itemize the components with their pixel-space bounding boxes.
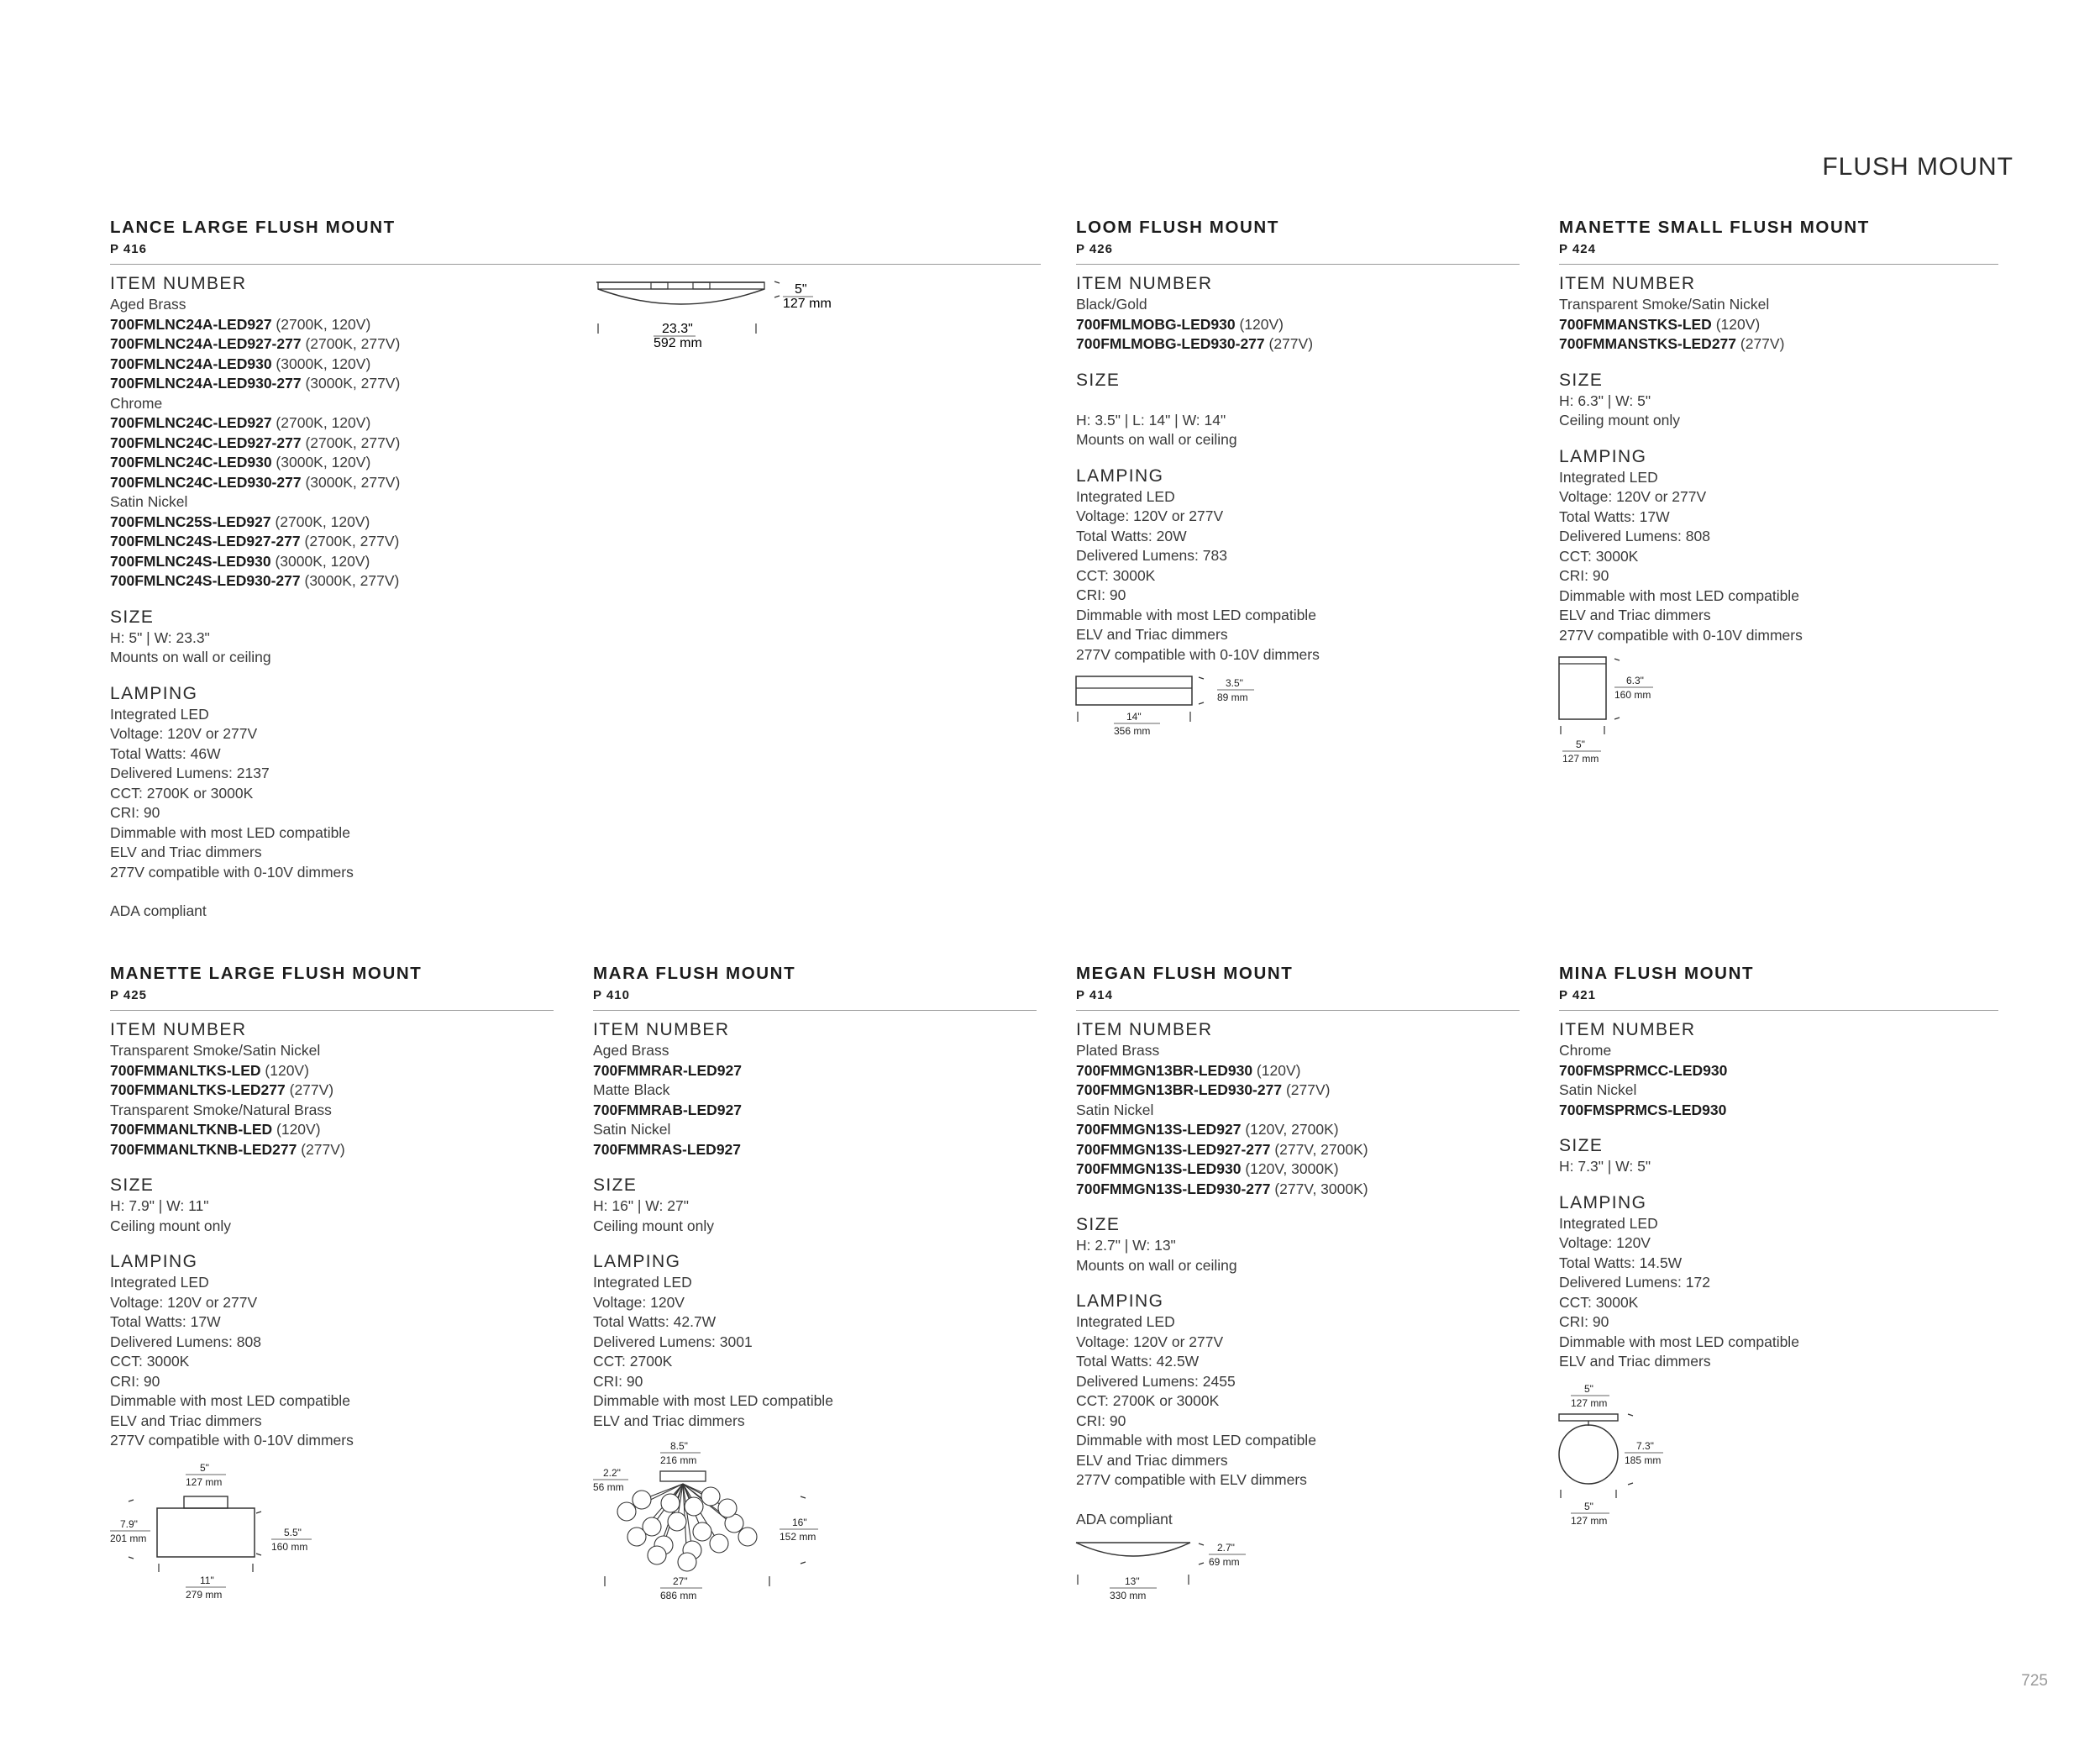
size-line: Ceiling mount only bbox=[593, 1217, 714, 1234]
item-code-line bbox=[1559, 315, 1998, 335]
lamping-line: CRI: 90 bbox=[1559, 1313, 1609, 1330]
item-spec: (277V) bbox=[297, 1140, 345, 1158]
lamping-line: ELV and Triac dimmers bbox=[1559, 1353, 1711, 1370]
item-number-heading: ITEM NUMBER bbox=[110, 1020, 247, 1039]
item-spec: (3000K, 277V) bbox=[301, 375, 401, 392]
dim-width-in: 27" bbox=[673, 1575, 688, 1587]
lamping-line: CCT: 2700K or 3000K bbox=[110, 784, 254, 802]
lamping-line: CRI: 90 bbox=[1076, 586, 1126, 603]
lamping-line: CRI: 90 bbox=[1076, 1412, 1126, 1429]
lamping-line: ELV and Triac dimmers bbox=[1559, 607, 1711, 623]
product-title: MANETTE LARGE FLUSH MOUNT bbox=[110, 964, 423, 983]
item-spec: (277V) bbox=[1736, 335, 1785, 352]
lance-dimension-diagram bbox=[588, 277, 832, 361]
size-list bbox=[593, 1196, 1037, 1236]
lamping-line: Voltage: 120V or 277V bbox=[1076, 1333, 1224, 1350]
item-list bbox=[593, 1041, 1037, 1159]
item-code: 700FMLNC24C-LED927-277 bbox=[110, 434, 302, 451]
item-code-line bbox=[1076, 1120, 1520, 1140]
ada-note: ADA compliant bbox=[1076, 1510, 1173, 1528]
lamping-list bbox=[1559, 468, 1998, 646]
item-code-line bbox=[1076, 1159, 1520, 1180]
size-heading: SIZE bbox=[110, 1175, 155, 1195]
size-list bbox=[110, 1196, 554, 1236]
item-code-line bbox=[110, 334, 1041, 355]
item-code: 700FMMANSTKS-LED277 bbox=[1559, 335, 1737, 352]
item-code-line bbox=[110, 1081, 554, 1101]
item-spec: (3000K, 120V) bbox=[271, 454, 371, 471]
lamping-line: Delivered Lumens: 783 bbox=[1076, 547, 1227, 564]
item-code: 700FMMANLTKNB-LED bbox=[110, 1121, 273, 1138]
lamping-line: Dimmable with most LED compatible bbox=[1559, 1333, 1799, 1350]
dim-width-mm: 356 mm bbox=[1114, 725, 1151, 737]
item-number-heading: ITEM NUMBER bbox=[1559, 1020, 1696, 1039]
item-spec: (120V, 3000K) bbox=[1241, 1160, 1339, 1177]
item-spec: (3000K, 120V) bbox=[271, 355, 371, 372]
size-heading: SIZE bbox=[1076, 1215, 1121, 1234]
product-title: MARA FLUSH MOUNT bbox=[593, 964, 796, 983]
product-manette-large bbox=[110, 963, 554, 1619]
lamping-line: CRI: 90 bbox=[110, 804, 160, 821]
lamping-line: CCT: 3000K bbox=[1559, 547, 1639, 565]
item-code: 700FMLMOBG-LED930 bbox=[1076, 315, 1236, 333]
catalog-page-ref: P 424 bbox=[1559, 242, 1596, 256]
divider bbox=[110, 1010, 554, 1011]
dim-height-mm: 69 mm bbox=[1209, 1556, 1240, 1568]
size-line: Mounts on wall or ceiling bbox=[1076, 431, 1237, 448]
dim-top-mm: 127 mm bbox=[186, 1475, 223, 1488]
dim-height-mm: 185 mm bbox=[1625, 1454, 1662, 1466]
lamping-line: CCT: 3000K bbox=[110, 1353, 190, 1370]
dim-height-mm: 127 mm bbox=[783, 297, 832, 311]
lamping-line: Total Watts: 42.7W bbox=[593, 1313, 717, 1330]
lamping-line: Dimmable with most LED compatible bbox=[593, 1392, 833, 1409]
lamping-line: Total Watts: 17W bbox=[110, 1313, 221, 1330]
megan-dimension-diagram bbox=[1076, 1536, 1294, 1612]
item-code-line bbox=[110, 315, 1041, 335]
page-number: 725 bbox=[2021, 1672, 2048, 1690]
dim-width-mm: 127 mm bbox=[1562, 753, 1599, 765]
dim-height-in: 16" bbox=[792, 1517, 807, 1528]
lamping-line: CRI: 90 bbox=[110, 1372, 160, 1390]
item-code-line bbox=[1076, 315, 1520, 335]
dim-width-mm: 686 mm bbox=[660, 1590, 697, 1601]
catalog-page-ref: P 416 bbox=[110, 242, 147, 256]
lamping-line: ELV and Triac dimmers bbox=[110, 844, 262, 860]
item-spec: (2700K, 120V) bbox=[271, 414, 371, 431]
lamping-heading: LAMPING bbox=[1559, 1192, 1647, 1212]
lamping-line: Total Watts: 17W bbox=[1559, 507, 1670, 525]
lamping-line: Dimmable with most LED compatible bbox=[1559, 586, 1799, 604]
item-code: 700FMMRAS-LED927 bbox=[593, 1140, 742, 1158]
item-code-line bbox=[110, 513, 1041, 533]
lamping-list bbox=[110, 705, 1041, 883]
product-mara bbox=[593, 963, 1037, 1606]
catalog-page-ref: P 425 bbox=[110, 988, 147, 1002]
item-spec: (3000K, 120V) bbox=[270, 552, 370, 570]
size-line: Ceiling mount only bbox=[1559, 412, 1680, 429]
dim-body-in: 5.5" bbox=[284, 1526, 302, 1538]
item-code-line bbox=[593, 1140, 1037, 1160]
lamping-line: 277V compatible with 0-10V dimmers bbox=[110, 1432, 354, 1449]
page-heading: FLUSH MOUNT bbox=[1822, 153, 2013, 181]
product-title: MEGAN FLUSH MOUNT bbox=[1076, 964, 1294, 983]
item-spec: (2700K, 277V) bbox=[301, 335, 401, 352]
size-heading: SIZE bbox=[1076, 370, 1121, 390]
item-code: 700FMLNC24A-LED930-277 bbox=[110, 375, 302, 392]
item-spec: (277V, 3000K) bbox=[1270, 1180, 1368, 1197]
lamping-list bbox=[1076, 487, 1520, 665]
item-number-heading: ITEM NUMBER bbox=[1559, 274, 1696, 293]
finish-label: Transparent Smoke/Satin Nickel bbox=[110, 1042, 321, 1059]
size-list bbox=[110, 628, 1041, 668]
item-spec: (2700K, 120V) bbox=[271, 315, 371, 333]
dim-height-mm: 152 mm bbox=[780, 1531, 816, 1543]
manette-small-dimension-diagram bbox=[1559, 655, 1710, 773]
item-spec: (277V) bbox=[285, 1081, 334, 1098]
finish-label: Satin Nickel bbox=[1559, 1081, 1637, 1098]
size-list bbox=[1559, 392, 1998, 431]
item-code-line bbox=[110, 532, 1041, 552]
item-code: 700FMSPRMCS-LED930 bbox=[1559, 1101, 1727, 1118]
dim-top-in: 5" bbox=[200, 1461, 209, 1474]
lamping-line: ELV and Triac dimmers bbox=[1076, 626, 1228, 643]
mara-dimension-diagram bbox=[593, 1438, 837, 1606]
lamping-line: ELV and Triac dimmers bbox=[593, 1412, 745, 1429]
size-line: H: 3.5" | L: 14" | W: 14" bbox=[1076, 411, 1226, 429]
item-spec: (3000K, 277V) bbox=[300, 572, 400, 589]
item-spec: (2700K, 120V) bbox=[270, 513, 370, 530]
item-list bbox=[110, 1041, 554, 1159]
dim-width-mm: 592 mm bbox=[654, 336, 702, 350]
size-line: H: 16" | W: 27" bbox=[593, 1197, 689, 1214]
lamping-list bbox=[1076, 1312, 1520, 1491]
dim-height-mm: 201 mm bbox=[110, 1532, 147, 1544]
item-spec: (120V) bbox=[1252, 1061, 1301, 1079]
item-code-line bbox=[110, 374, 1041, 394]
dim-width-mm: 330 mm bbox=[1110, 1590, 1147, 1601]
lamping-line: Voltage: 120V or 277V bbox=[1076, 507, 1224, 524]
lamping-list bbox=[593, 1273, 1037, 1431]
item-code: 700FMMGN13S-LED927-277 bbox=[1076, 1140, 1271, 1158]
lamping-line: ELV and Triac dimmers bbox=[1076, 1451, 1228, 1469]
item-code: 700FMLNC24C-LED927 bbox=[110, 414, 272, 431]
dim-width-in: 13" bbox=[1125, 1575, 1140, 1587]
dim-canopy-h-mm: 56 mm bbox=[593, 1481, 624, 1493]
catalog-page-ref: P 414 bbox=[1076, 988, 1113, 1002]
lamping-line: 277V compatible with 0-10V dimmers bbox=[1559, 626, 1803, 644]
item-number-heading: ITEM NUMBER bbox=[593, 1020, 730, 1039]
item-code: 700FMLMOBG-LED930-277 bbox=[1076, 335, 1265, 352]
item-code-line bbox=[1559, 334, 1998, 355]
item-number-heading: ITEM NUMBER bbox=[1076, 274, 1213, 293]
lamping-line: Voltage: 120V bbox=[1559, 1234, 1651, 1251]
manette-large-dimension-diagram bbox=[110, 1459, 328, 1619]
item-spec: (120V) bbox=[260, 1061, 309, 1079]
lamping-line: Total Watts: 42.5W bbox=[1076, 1353, 1200, 1370]
item-code: 700FMMANLTKS-LED277 bbox=[110, 1081, 286, 1098]
lamping-line: Voltage: 120V or 277V bbox=[110, 725, 258, 742]
item-code: 700FMLNC24A-LED927-277 bbox=[110, 335, 302, 352]
product-title: MANETTE SMALL FLUSH MOUNT bbox=[1559, 218, 1870, 237]
dim-width-in: 23.3" bbox=[662, 322, 693, 336]
lamping-heading: LAMPING bbox=[110, 1252, 198, 1271]
item-code-line bbox=[1559, 1061, 1998, 1081]
item-list bbox=[1559, 1041, 1998, 1120]
mina-dimension-diagram bbox=[1559, 1380, 1727, 1549]
item-code: 700FMMRAR-LED927 bbox=[593, 1061, 742, 1079]
lamping-line: 277V compatible with 0-10V dimmers bbox=[1076, 645, 1320, 663]
item-spec: (120V) bbox=[1711, 315, 1761, 333]
finish-label: Satin Nickel bbox=[593, 1121, 671, 1138]
item-code: 700FMMRAB-LED927 bbox=[593, 1101, 742, 1118]
dim-height-in: 6.3" bbox=[1626, 675, 1644, 686]
item-spec: (2700K, 277V) bbox=[300, 533, 400, 549]
lamping-list bbox=[1559, 1214, 1998, 1372]
lamping-line: Total Watts: 20W bbox=[1076, 527, 1187, 544]
dim-width-in: 11" bbox=[200, 1574, 214, 1586]
item-list bbox=[110, 295, 1041, 592]
size-list bbox=[1076, 1236, 1520, 1275]
lamping-line: 277V compatible with 0-10V dimmers bbox=[110, 863, 354, 881]
item-spec: (120V, 2700K) bbox=[1241, 1121, 1339, 1138]
catalog-page-ref: P 410 bbox=[593, 988, 630, 1002]
size-heading: SIZE bbox=[1559, 370, 1604, 390]
item-code-line bbox=[110, 1061, 554, 1081]
product-loom bbox=[1076, 217, 1520, 745]
item-code: 700FMLNC24S-LED930 bbox=[110, 552, 271, 570]
product-manette-small bbox=[1559, 217, 1998, 773]
item-code: 700FMLNC24S-LED930-277 bbox=[110, 572, 301, 589]
item-code-line bbox=[110, 552, 1041, 572]
item-code-line bbox=[110, 355, 1041, 375]
dim-height-in: 7.9" bbox=[120, 1517, 138, 1530]
item-code: 700FMMANSTKS-LED bbox=[1559, 315, 1712, 333]
lamping-line: CCT: 2700K bbox=[593, 1353, 673, 1370]
item-code-line bbox=[110, 571, 1041, 592]
item-number-heading: ITEM NUMBER bbox=[1076, 1020, 1213, 1039]
finish-label: Chrome bbox=[110, 394, 163, 412]
dim-top-mm: 127 mm bbox=[1571, 1396, 1608, 1409]
dim-width-mm: 279 mm bbox=[186, 1588, 223, 1601]
item-spec: (277V, 2700K) bbox=[1270, 1140, 1368, 1158]
dim-width-in: 5" bbox=[1576, 739, 1585, 750]
item-code: 700FMMGN13BR-LED930-277 bbox=[1076, 1081, 1283, 1098]
lamping-line: Dimmable with most LED compatible bbox=[110, 1392, 350, 1409]
item-code-line bbox=[1076, 1180, 1520, 1200]
lamping-heading: LAMPING bbox=[1076, 465, 1164, 486]
item-spec: (2700K, 277V) bbox=[301, 434, 401, 451]
size-line: H: 7.9" | W: 11" bbox=[110, 1197, 209, 1214]
lamping-line: 277V compatible with ELV dimmers bbox=[1076, 1471, 1307, 1488]
lamping-line: Integrated LED bbox=[593, 1274, 692, 1291]
size-heading: SIZE bbox=[593, 1175, 638, 1195]
dim-width-mm: 127 mm bbox=[1571, 1514, 1608, 1527]
size-list bbox=[1559, 1157, 1998, 1177]
divider bbox=[1076, 264, 1520, 265]
item-code: 700FMSPRMCC-LED930 bbox=[1559, 1061, 1728, 1079]
item-code: 700FMMGN13S-LED927 bbox=[1076, 1121, 1242, 1138]
item-list bbox=[1076, 1041, 1520, 1199]
item-spec: (120V) bbox=[272, 1121, 321, 1138]
item-code: 700FMLNC24A-LED930 bbox=[110, 355, 272, 372]
finish-label: Plated Brass bbox=[1076, 1042, 1160, 1059]
finish-label: Aged Brass bbox=[593, 1042, 669, 1059]
product-title: LOOM FLUSH MOUNT bbox=[1076, 218, 1279, 237]
lamping-line: Voltage: 120V bbox=[593, 1293, 685, 1311]
lamping-line: Delivered Lumens: 2137 bbox=[110, 765, 270, 781]
item-code-line bbox=[110, 1120, 554, 1140]
item-code: 700FMMANLTKNB-LED277 bbox=[110, 1140, 297, 1158]
lamping-line: Dimmable with most LED compatible bbox=[1076, 606, 1316, 623]
lamping-line: Total Watts: 46W bbox=[110, 744, 221, 762]
lamping-line: Dimmable with most LED compatible bbox=[1076, 1432, 1316, 1449]
product-lance bbox=[110, 217, 1041, 922]
lamping-line: Integrated LED bbox=[110, 1274, 209, 1291]
item-list bbox=[1559, 295, 1998, 355]
catalog-page-ref: P 421 bbox=[1559, 988, 1596, 1002]
finish-label: Aged Brass bbox=[110, 296, 186, 313]
lamping-heading: LAMPING bbox=[1076, 1291, 1164, 1311]
dim-height-in: 7.3" bbox=[1636, 1439, 1654, 1452]
lamping-line: Integrated LED bbox=[1559, 468, 1658, 486]
size-heading: SIZE bbox=[110, 607, 155, 627]
dim-height-mm: 89 mm bbox=[1217, 691, 1248, 703]
ada-note: ADA compliant bbox=[110, 902, 207, 919]
item-code-line bbox=[110, 473, 1041, 493]
item-code: 700FMMGN13S-LED930-277 bbox=[1076, 1180, 1271, 1197]
product-megan bbox=[1076, 963, 1520, 1612]
size-line: Mounts on wall or ceiling bbox=[1076, 1256, 1237, 1274]
item-code: 700FMLNC24S-LED927-277 bbox=[110, 533, 301, 549]
catalog-page-ref: P 426 bbox=[1076, 242, 1113, 256]
item-spec: (277V) bbox=[1264, 335, 1314, 352]
lamping-heading: LAMPING bbox=[593, 1252, 681, 1271]
lamping-line: Voltage: 120V or 277V bbox=[110, 1293, 258, 1311]
divider bbox=[1559, 1010, 1998, 1011]
size-line: Ceiling mount only bbox=[110, 1217, 231, 1234]
lamping-line: CCT: 3000K bbox=[1559, 1293, 1639, 1311]
dim-height-in: 2.7" bbox=[1217, 1542, 1235, 1554]
size-line: H: 7.3" | W: 5" bbox=[1559, 1158, 1651, 1175]
item-code-line bbox=[1076, 334, 1520, 355]
lamping-line: Delivered Lumens: 2455 bbox=[1076, 1372, 1236, 1390]
item-code-line bbox=[593, 1101, 1037, 1121]
lamping-line: CRI: 90 bbox=[593, 1372, 643, 1390]
item-code-line bbox=[110, 453, 1041, 473]
item-code: 700FMLNC25S-LED927 bbox=[110, 513, 271, 530]
item-code: 700FMLNC24A-LED927 bbox=[110, 315, 272, 333]
item-list bbox=[1076, 295, 1520, 355]
item-code-line bbox=[1076, 1081, 1520, 1101]
divider bbox=[1076, 1010, 1520, 1011]
item-code-line bbox=[1076, 1140, 1520, 1160]
size-line: H: 5" | W: 23.3" bbox=[110, 628, 210, 646]
dim-height-mm: 160 mm bbox=[1614, 689, 1651, 701]
finish-label: Satin Nickel bbox=[1076, 1101, 1154, 1118]
item-code: 700FMLNC24C-LED930 bbox=[110, 454, 272, 471]
product-title: MINA FLUSH MOUNT bbox=[1559, 964, 1755, 983]
finish-label: Matte Black bbox=[593, 1081, 670, 1098]
item-code: 700FMMGN13BR-LED930 bbox=[1076, 1061, 1253, 1079]
size-list bbox=[1076, 411, 1520, 450]
finish-label: Satin Nickel bbox=[110, 493, 188, 510]
loom-dimension-diagram bbox=[1076, 670, 1294, 745]
item-code: 700FMLNC24C-LED930-277 bbox=[110, 473, 302, 491]
dim-canopy-mm: 216 mm bbox=[660, 1454, 697, 1466]
product-mina bbox=[1559, 963, 1998, 1549]
lamping-line: ELV and Triac dimmers bbox=[110, 1412, 262, 1429]
divider bbox=[110, 264, 1041, 265]
divider bbox=[593, 1010, 1037, 1011]
size-line: H: 2.7" | W: 13" bbox=[1076, 1237, 1176, 1254]
lamping-heading: LAMPING bbox=[1559, 446, 1647, 466]
dim-top-in: 5" bbox=[1584, 1382, 1593, 1395]
dim-width-in: 5" bbox=[1584, 1500, 1593, 1512]
lamping-line: Dimmable with most LED compatible bbox=[110, 823, 350, 841]
lamping-line: CRI: 90 bbox=[1559, 567, 1609, 584]
item-code-line bbox=[110, 413, 1041, 434]
size-line: H: 6.3" | W: 5" bbox=[1559, 392, 1651, 409]
dim-canopy-h-in: 2.2" bbox=[603, 1467, 621, 1479]
finish-label: Chrome bbox=[1559, 1042, 1612, 1059]
finish-label: Black/Gold bbox=[1076, 296, 1147, 313]
lamping-line: CCT: 3000K bbox=[1076, 566, 1156, 584]
item-code-line bbox=[1076, 1061, 1520, 1081]
lamping-line: Delivered Lumens: 808 bbox=[110, 1333, 261, 1350]
item-code: 700FMMANLTKS-LED bbox=[110, 1061, 261, 1079]
dim-height-in: 3.5" bbox=[1226, 677, 1243, 689]
lamping-line: Integrated LED bbox=[1559, 1214, 1658, 1232]
item-spec: (120V) bbox=[1235, 315, 1284, 333]
item-number-heading: ITEM NUMBER bbox=[110, 274, 247, 293]
finish-label: Transparent Smoke/Satin Nickel bbox=[1559, 296, 1770, 313]
lamping-line: Delivered Lumens: 808 bbox=[1559, 528, 1710, 544]
dim-body-mm: 160 mm bbox=[271, 1540, 308, 1553]
item-code-line bbox=[110, 1140, 554, 1160]
item-code-line bbox=[1559, 1101, 1998, 1121]
dim-width-in: 14" bbox=[1126, 711, 1142, 723]
dim-canopy-in: 8.5" bbox=[670, 1440, 688, 1452]
finish-label: Transparent Smoke/Natural Brass bbox=[110, 1101, 332, 1118]
lamping-line: Voltage: 120V or 277V bbox=[1559, 488, 1707, 505]
dim-height-in: 5" bbox=[795, 282, 807, 297]
lamping-line: Integrated LED bbox=[1076, 1313, 1175, 1330]
lamping-line: Total Watts: 14.5W bbox=[1559, 1254, 1683, 1271]
item-code-line bbox=[110, 434, 1041, 454]
lamping-line: Integrated LED bbox=[1076, 487, 1175, 505]
lamping-list bbox=[110, 1273, 554, 1451]
item-spec: (3000K, 277V) bbox=[301, 473, 401, 491]
lamping-line: Delivered Lumens: 172 bbox=[1559, 1274, 1710, 1291]
item-code: 700FMMGN13S-LED930 bbox=[1076, 1160, 1242, 1177]
lamping-heading: LAMPING bbox=[110, 683, 198, 703]
divider bbox=[1559, 264, 1998, 265]
lamping-line: CCT: 2700K or 3000K bbox=[1076, 1392, 1220, 1409]
size-heading: SIZE bbox=[1559, 1136, 1604, 1155]
item-code-line bbox=[593, 1061, 1037, 1081]
product-title: LANCE LARGE FLUSH MOUNT bbox=[110, 218, 396, 237]
lamping-line: Integrated LED bbox=[110, 705, 209, 723]
lamping-line: Delivered Lumens: 3001 bbox=[593, 1333, 753, 1350]
size-line: Mounts on wall or ceiling bbox=[110, 649, 271, 665]
item-spec: (277V) bbox=[1282, 1081, 1331, 1098]
